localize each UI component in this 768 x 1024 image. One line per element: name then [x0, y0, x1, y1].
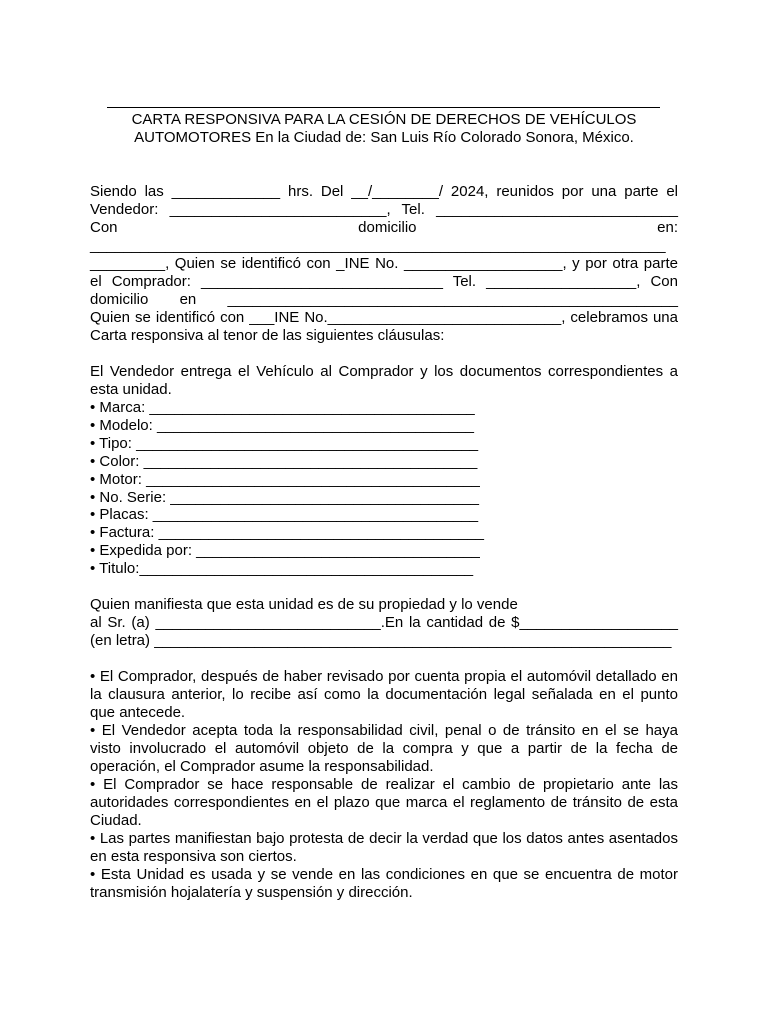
clause-line: en esta responsiva son ciertos. — [90, 848, 297, 866]
clause-line: que antecede. — [90, 704, 186, 722]
clause-line: • El Comprador, después de haber revisado por cuenta propia el automóvil detallado en — [90, 668, 678, 686]
clause-line: • Esta Unidad es usada y se vende en las condiciones en que se encuentra de motor — [90, 866, 678, 884]
title-line-1: CARTA RESPONSIVA PARA LA CESIÓN DE DERECHOS DE VEHÍCULOS — [131, 111, 637, 128]
field-expedida-por: • Expedida por: __________________________________ — [90, 542, 480, 560]
clause — [90, 722, 678, 776]
clause-line: autoridades correspondientes en el plazo que marca el reglamento de tránsito de esta — [90, 794, 678, 812]
intro-line: Quien se identificó con ___INE No.____________________________, celebramos una — [90, 309, 678, 326]
field-titulo: • Titulo:________________________________________ — [90, 560, 474, 578]
vehicle-fields-list — [90, 399, 678, 578]
ownership-line: (en letra) ______________________________________________________________ — [90, 632, 672, 650]
clause-line: • El Comprador se hace responsable de realizar el cambio de propietario ante las — [90, 776, 678, 794]
field-tipo: • Tipo: _________________________________________ — [90, 434, 479, 452]
ownership-line: al Sr. (a) ___________________________.En la cantidad de $___________________ — [90, 614, 678, 632]
intro-line: _________, Quien se identificó con _INE No. ___________________, y por otra parte — [90, 255, 678, 272]
title-line-2: AUTOMOTORES En la Ciudad de: San Luis Río Colorado Sonora, México. — [134, 129, 634, 146]
delivery-line: El Vendedor entrega el Vehículo al Comprador y los documentos correspondientes a — [90, 363, 678, 380]
field-no-serie: • No. Serie: _____________________________________ — [90, 488, 479, 506]
field-marca: • Marca: _______________________________________ — [90, 399, 475, 416]
clause-line: la clausura anterior, lo recibe así como la documentación legal señalada en el punto — [90, 686, 678, 704]
clause-line: Ciudad. — [90, 812, 142, 830]
clause — [90, 668, 678, 722]
intro-line: Vendedor: __________________________, Tel. _____________________________ — [90, 201, 678, 218]
field-motor: • Motor: ________________________________________ — [90, 470, 480, 488]
intro-line: Siendo las _____________ hrs. Del __/________/ 2024, reunidos por una parte el — [90, 183, 678, 200]
intro-line: domicilio en ______________________________________________________ — [90, 291, 678, 308]
clause-line: operación, el Comprador asume la responsabilidad. — [90, 758, 434, 776]
vendor-delivery-paragraph — [90, 363, 678, 399]
field-modelo: • Modelo: ______________________________________ — [90, 416, 474, 434]
intro-paragraph — [90, 183, 678, 345]
clause-line: transmisión hojalatería y suspensión y dirección. — [90, 884, 413, 902]
clause — [90, 776, 678, 830]
intro-line: el Comprador: _____________________________ Tel. __________________, Con — [90, 273, 678, 290]
clause — [90, 866, 678, 902]
field-color: • Color: ________________________________________ — [90, 452, 478, 470]
intro-line: Carta responsiva al tenor de las siguientes cláusulas: — [90, 327, 445, 344]
clause — [90, 830, 678, 866]
ownership-paragraph — [90, 596, 678, 650]
ownership-line: Quien manifiesta que esta unidad es de su propiedad y lo vende — [90, 596, 518, 614]
field-placas: • Placas: _______________________________________ — [90, 506, 479, 524]
clauses-list — [90, 668, 678, 902]
delivery-line: esta unidad. — [90, 381, 172, 398]
document-page — [90, 96, 678, 902]
clause-line: • El Vendedor acepta toda la responsabilidad civil, penal o de tránsito en el se haya — [90, 722, 678, 740]
field-factura: • Factura: _______________________________________ — [90, 524, 484, 542]
document-title — [90, 111, 678, 147]
clause-line: visto involucrado el automóvil objeto de la compra y que a partir de la fecha de — [90, 740, 678, 758]
intro-line: Con domicilio en: — [90, 219, 678, 236]
intro-line: _____________________________________________________________________ — [90, 237, 666, 254]
clause-line: • Las partes manifiestan bajo protesta de decir la verdad que los datos antes asentados — [90, 830, 678, 848]
